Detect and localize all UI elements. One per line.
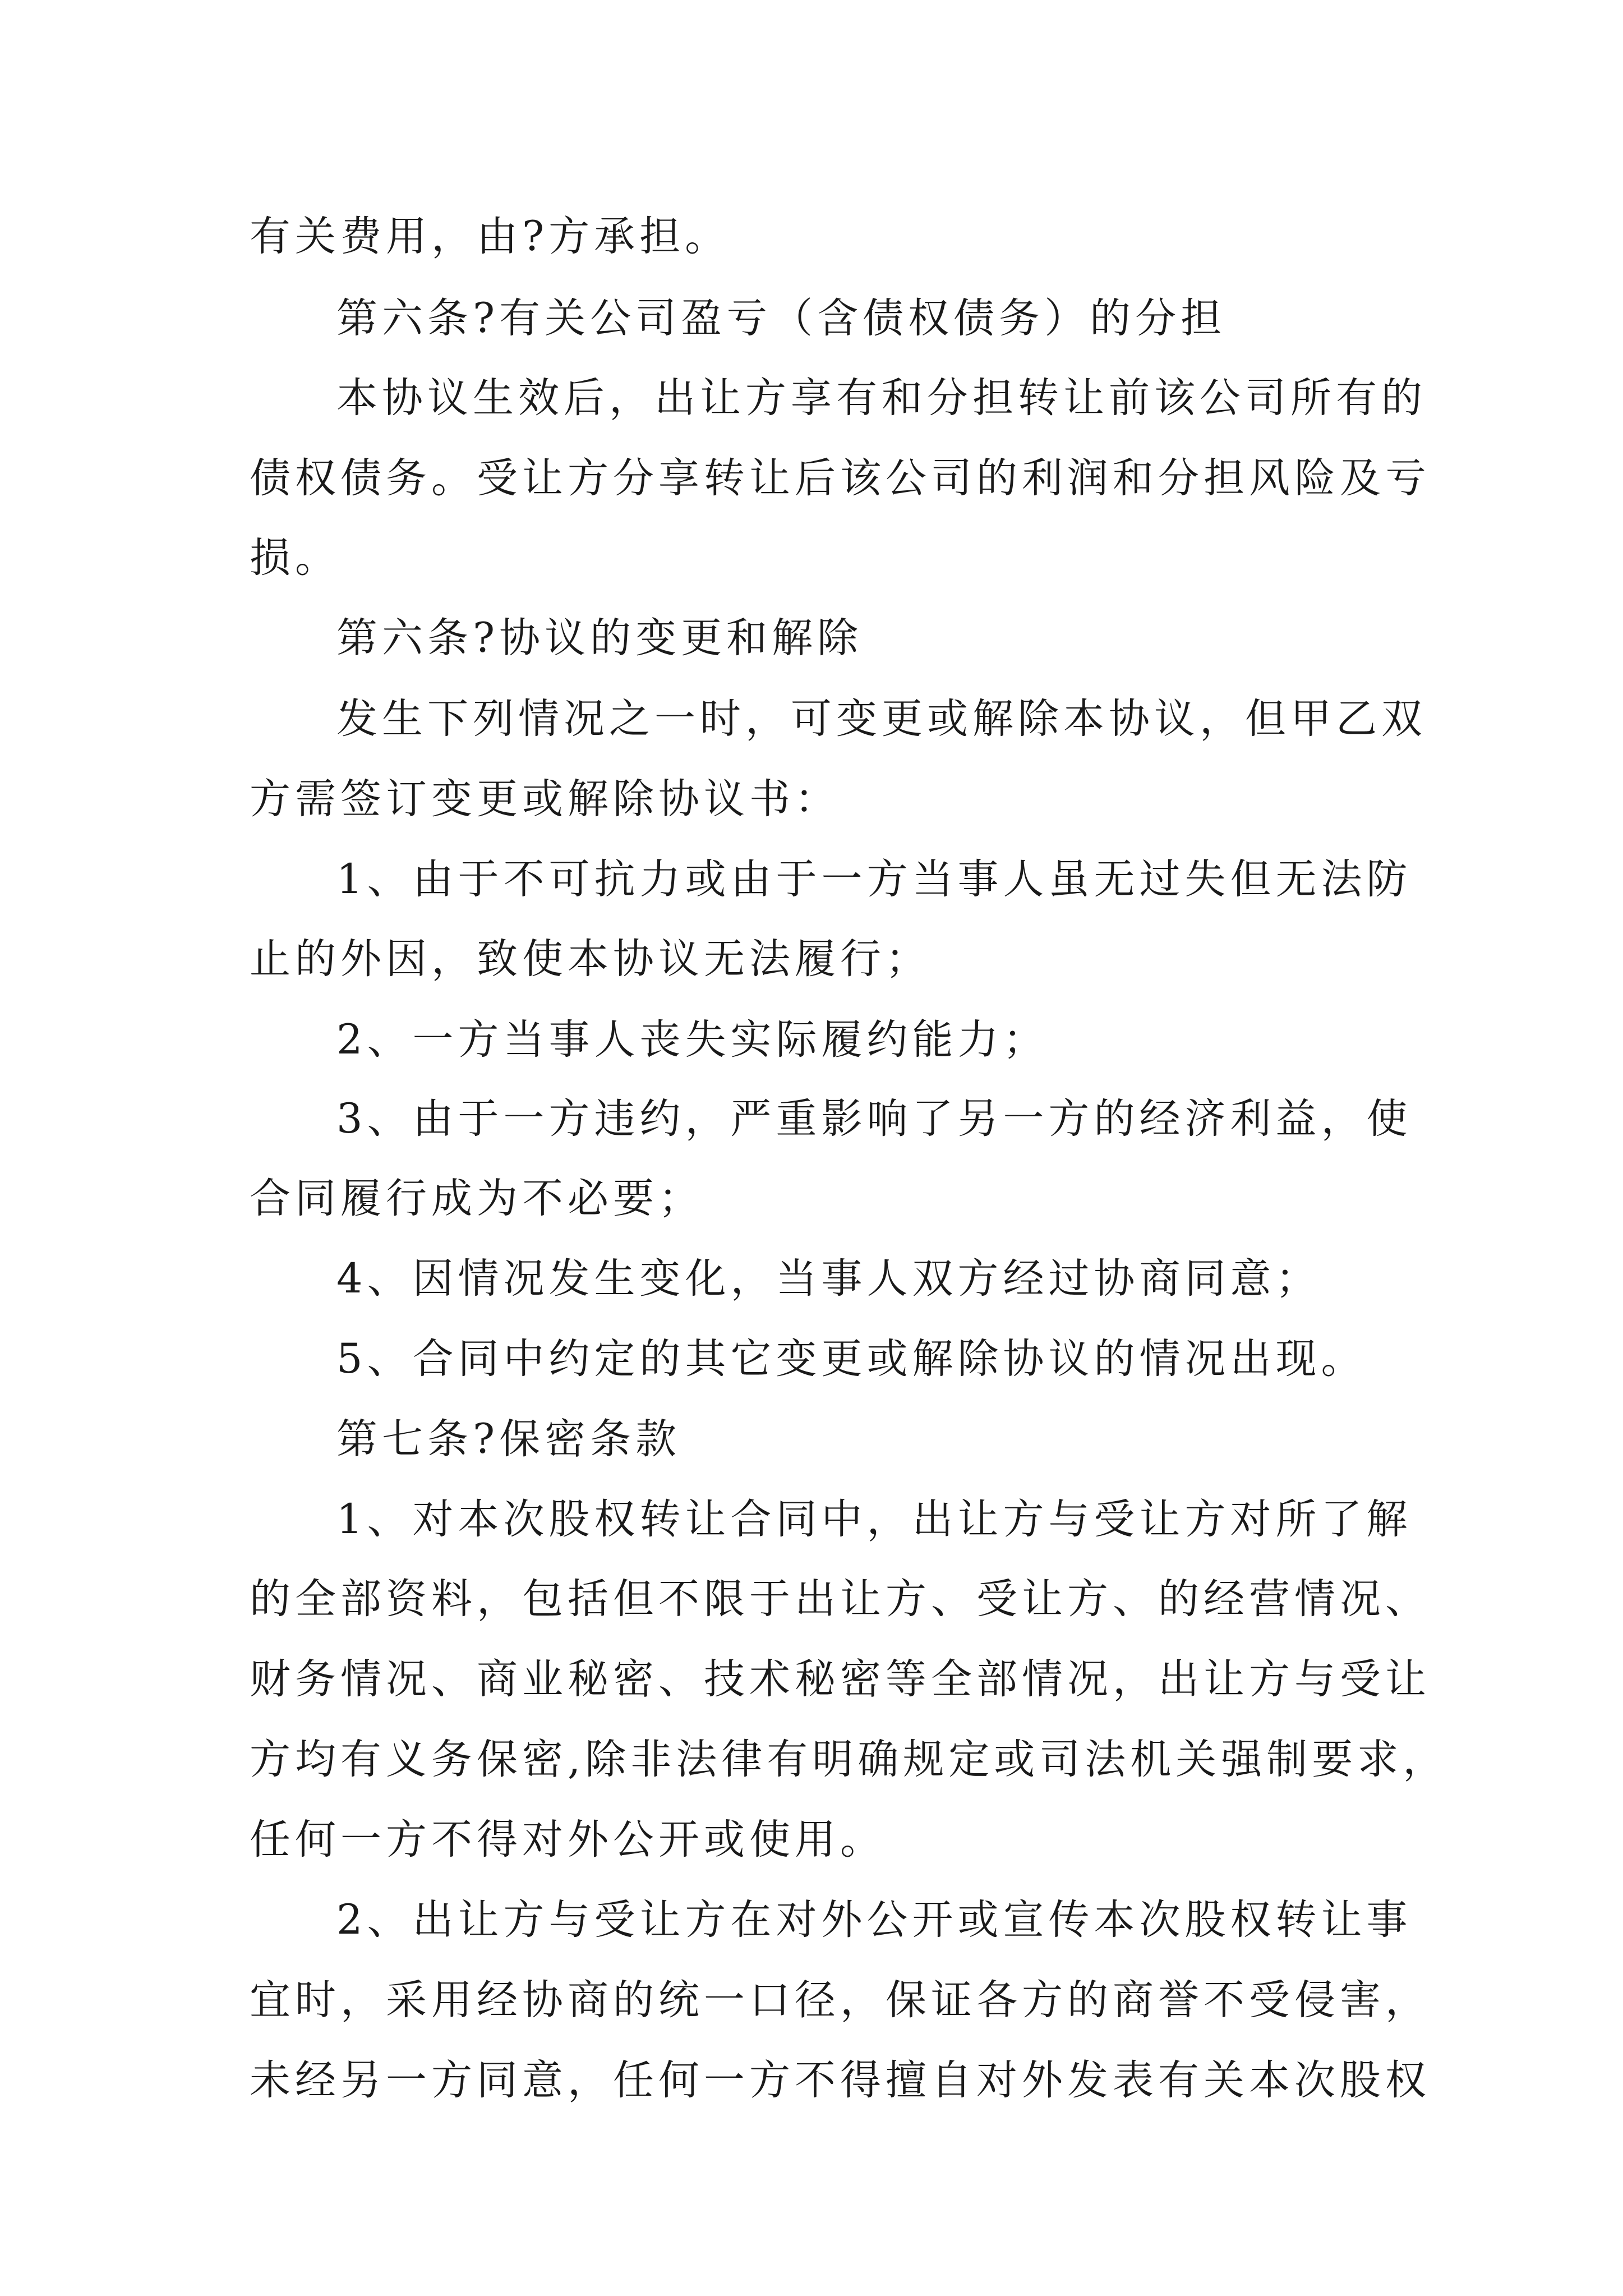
- text-line: 宜时，采用经协商的统一口径，保证各方的商誉不受侵害，: [250, 1976, 1431, 2024]
- text-line: 方需签订变更或解除协议书：: [250, 775, 840, 823]
- section-heading: 第六条?有关公司盈亏（含债权债务）的分担: [336, 295, 1227, 342]
- text-line: 2、一方当事人丧失实际履约能力；: [336, 1016, 1049, 1064]
- text-line: 未经另一方同意，任何一方不得擅自对外发表有关本次股权: [250, 2056, 1431, 2104]
- text-line: 1、对本次股权转让合同中，出让方与受让方对所了解: [336, 1496, 1412, 1543]
- text-line: 止的外因，致使本协议无法履行；: [250, 935, 931, 983]
- text-line: 5、合同中约定的其它变更或解除协议的情况出现。: [336, 1335, 1367, 1383]
- text-line: 1、由于不可抗力或由于一方当事人虽无过失但无法防: [336, 855, 1412, 903]
- section-heading: 第七条?保密条款: [336, 1415, 681, 1463]
- text-line: 损。: [250, 534, 340, 582]
- text-line: 本协议生效后，出让方享有和分担转让前该公司所有的: [336, 374, 1427, 422]
- text-line: 发生下列情况之一时，可变更或解除本协议，但甲乙双: [336, 695, 1427, 743]
- text-line: 财务情况、商业秘密、技术秘密等全部情况，出让方与受让: [250, 1655, 1431, 1703]
- text-line: 合同履行成为不必要；: [250, 1175, 704, 1222]
- text-line: 任何一方不得对外公开或使用。: [250, 1816, 886, 1864]
- text-line: 4、因情况发生变化，当事人双方经过协商同意；: [336, 1255, 1321, 1303]
- text-line: 3、由于一方违约，严重影响了另一方的经济利益，使: [336, 1095, 1412, 1143]
- text-line: 有关费用，由?方承担。: [250, 213, 731, 260]
- text-line: 方均有义务保密,除非法律有明确规定或司法机关强制要求，: [250, 1736, 1449, 1783]
- text-line: 的全部资料，包括但不限于出让方、受让方、的经营情况、: [250, 1575, 1431, 1623]
- section-heading: 第六条?协议的变更和解除: [336, 614, 863, 662]
- text-line: 2、出让方与受让方在对外公开或宣传本次股权转让事: [336, 1896, 1412, 1944]
- text-line: 债权债务。受让方分享转让后该公司的利润和分担风险及亏: [250, 454, 1431, 502]
